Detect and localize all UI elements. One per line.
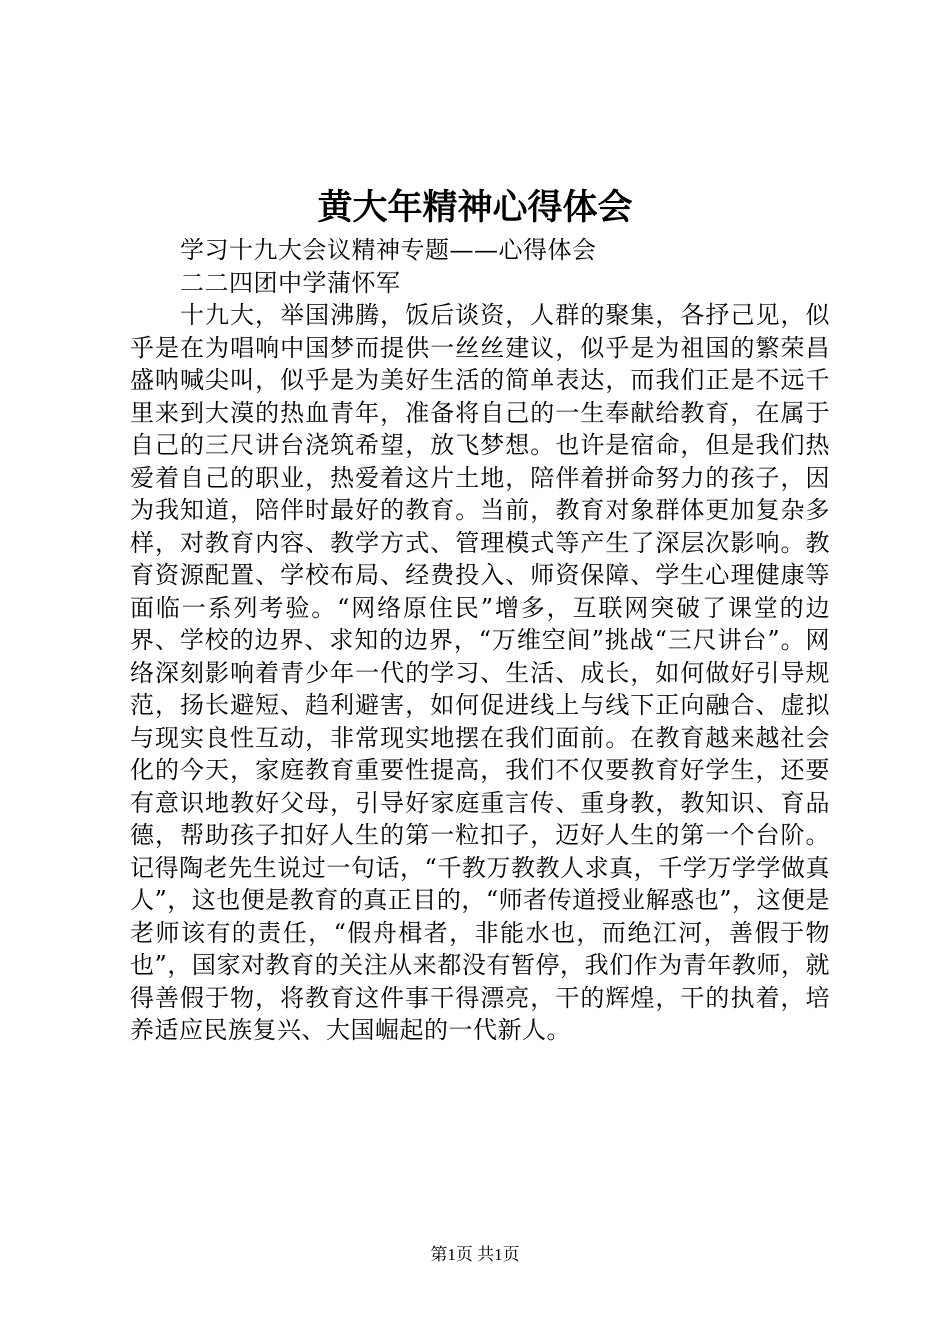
page-number-footer: 第1页 共1页 bbox=[430, 1245, 520, 1264]
document-body bbox=[130, 234, 830, 1047]
body-paragraph: 十九大，举国沸腾，饭后谈资，人群的聚集，各抒己见，似乎是在为唱响中国梦而提供一丝丝建议，似乎是为祖国的繁荣昌盛呐喊尖叫，似乎是为美好生活的简单表达，而我们正是不远千里来到大漠的热血青年，准备将自己的一生奉献给教育，在属于自己的三尺讲台浇筑希望，放飞梦想。也许是宿命，但是我们热爱着自己的职业，热爱着这片土地，陪伴着拼命努力的孩子，因为我知道，陪伴时最好的教育。当前，教育对象群体更加复杂多样，对教育内容、教学方式、管理模式等产生了深层次影响。教育资源配置、学校布局、经费投入、师资保障、学生心理健康等面临一系列考验。“网络原住民”增多，互联网突破了课堂的边界、学校的边界、求知的边界，“万维空间”挑战“三尺讲台”。网络深刻影响着青少年一代的学习、生活、成长，如何做好引导规范，扬长避短、趋利避害，如何促进线上与线下正向融合、虚拟与现实良性互动，非常现实地摆在我们面前。在教育越来越社会化的今天，家庭教育重要性提高，我们不仅要教育好学生，还要有意识地教好父母，引导好家庭重言传、重身教，教知识、育品德，帮助孩子扣好人生的第一粒扣子，迈好人生的第一个台阶。记得陶老先生说过一句话，“千教万教教人求真，千学万学学做真人”，这也便是教育的真正目的，“师者传道授业解惑也”，这便是老师该有的责任，“假舟楫者，非能水也，而绝江河，善假于物也”，国家对教育的关注从来都没有暂停，我们作为青年教师，就得善假于物，将教育这件事干得漂亮，干的辉煌，干的执着，培养适应民族复兴、大国崛起的一代新人。 bbox=[130, 301, 830, 1044]
document-subtitle: 学习十九大会议精神专题——心得体会 bbox=[180, 236, 597, 264]
document-title: 黄大年精神心得体会 bbox=[317, 188, 633, 228]
document-author: 二二四团中学蒲怀军 bbox=[180, 268, 401, 297]
